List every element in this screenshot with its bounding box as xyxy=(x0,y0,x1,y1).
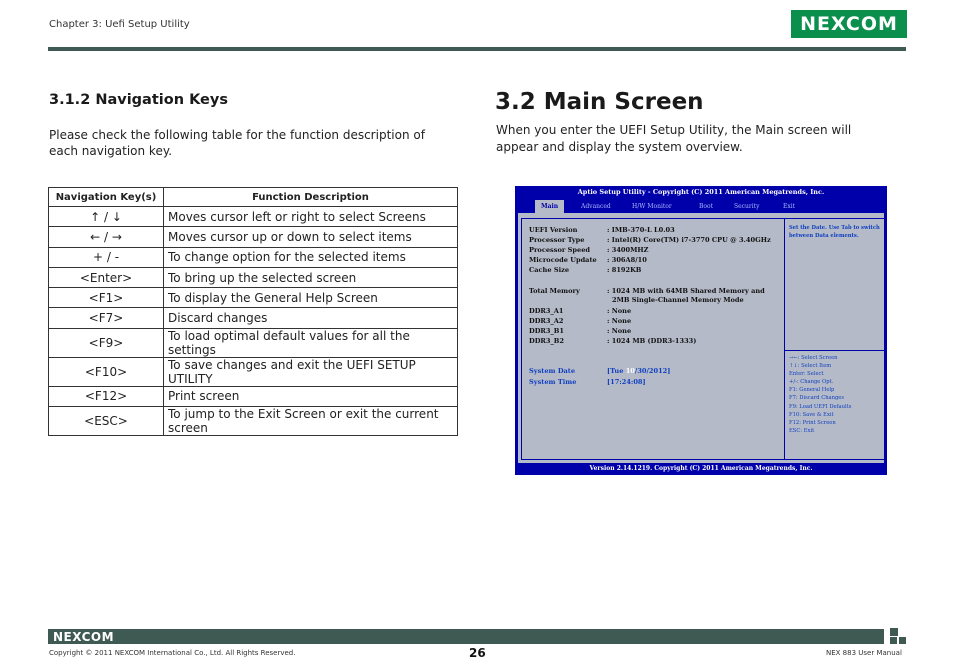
column-header-function: Function Description xyxy=(164,188,458,207)
navigation-keys-table xyxy=(48,187,458,436)
table-row xyxy=(49,407,458,436)
section-title-navigation-keys: 3.1.2 Navigation Keys xyxy=(49,92,228,108)
nav-key: ↑ / ↓ xyxy=(49,207,164,227)
bios-dimm-row xyxy=(529,337,696,345)
table-header-row xyxy=(49,188,458,207)
system-date-label: System Date xyxy=(529,367,576,375)
bios-divider-horizontal xyxy=(784,350,884,351)
bios-system-date xyxy=(529,367,670,375)
bios-memory-value: : 1024 MB with 64MB Shared Memory and xyxy=(607,287,765,295)
system-time-label: System Time xyxy=(529,378,577,386)
bios-key-help-item: F10: Save & Exit xyxy=(789,411,834,418)
footer-square-icon xyxy=(890,637,897,644)
bios-system-time xyxy=(529,378,646,386)
bios-info-value: : IMB-370-L L0.03 xyxy=(607,226,675,234)
bios-dimm-row xyxy=(529,307,631,315)
bios-key-help-item: F7: Discard Changes xyxy=(789,395,845,402)
table-row xyxy=(49,247,458,267)
bios-tab-boot: Boot xyxy=(699,203,714,210)
bios-main-screen-image xyxy=(515,186,887,475)
bios-memory-value-2: 2MB Single-Channel Memory Mode xyxy=(612,296,744,304)
system-date-prefix: [Tue xyxy=(607,367,626,375)
bios-tab-hw-monitor: H/W Monitor xyxy=(632,203,672,210)
table-row xyxy=(49,288,458,308)
nav-key: <Enter> xyxy=(49,267,164,287)
nav-function: Discard changes xyxy=(164,308,458,328)
bios-divider xyxy=(784,218,785,460)
bios-tab-bar xyxy=(515,200,887,213)
section-description: Please check the following table for the function description of each navigation key. xyxy=(49,128,425,158)
nav-function: Moves cursor up or down to select items xyxy=(164,227,458,247)
nexcom-logo xyxy=(791,10,907,38)
bios-tab-exit: Exit xyxy=(783,203,796,210)
footer-bar xyxy=(48,629,884,644)
bios-dimm-label: DDR3_B2 xyxy=(529,337,564,345)
bios-key-help-item: F12: Print Screen xyxy=(789,419,836,426)
nav-key: + / - xyxy=(49,247,164,267)
nav-function: Moves cursor left or right to select Screens xyxy=(164,207,458,227)
bios-dimm-row xyxy=(529,317,631,325)
column-header-key: Navigation Key(s) xyxy=(49,188,164,207)
bios-info-value: : 8192KB xyxy=(607,266,642,274)
bios-tab-main: Main xyxy=(535,200,564,213)
manual-name: NEX 883 User Manual xyxy=(826,649,902,657)
system-date-highlight: 10 xyxy=(625,367,635,375)
page-number: 26 xyxy=(469,646,486,660)
bios-header: Aptio Setup Utility - Copyright (C) 2011 American Megatrends, Inc. xyxy=(577,188,825,196)
copyright-text: Copyright © 2011 NEXCOM International Co., Ltd. All Rights Reserved. xyxy=(49,649,296,657)
nav-key: <F9> xyxy=(49,328,164,357)
chapter-label: Chapter 3: Uefi Setup Utility xyxy=(49,19,190,30)
bios-key-help-item: Enter: Select xyxy=(789,371,824,378)
bios-panel xyxy=(518,213,884,463)
bios-memory-row xyxy=(529,287,765,295)
bios-info-label: UEFI Version xyxy=(529,226,578,234)
nav-function: To bring up the selected screen xyxy=(164,267,458,287)
bios-dimm-value: : None xyxy=(607,307,632,315)
nav-function: To change option for the selected items xyxy=(164,247,458,267)
nav-function: Print screen xyxy=(164,386,458,406)
bios-info-label: Microcode Update xyxy=(529,256,597,264)
bios-key-help-item: ↑↓: Select Item xyxy=(789,363,832,370)
bios-key-help-item: →←: Select Screen xyxy=(789,355,838,361)
nav-key: <F12> xyxy=(49,386,164,406)
bios-key-help-item: ESC: Exit xyxy=(789,427,815,434)
footer-square-icon xyxy=(890,628,898,636)
system-date-suffix: /30/2012] xyxy=(634,367,671,375)
nav-key: <F10> xyxy=(49,357,164,386)
bios-info-row xyxy=(529,266,641,274)
nav-function: To save changes and exit the UEFI SETUP UTILITY xyxy=(164,357,458,386)
table-row xyxy=(49,207,458,227)
bios-info-label: Processor Speed xyxy=(529,246,591,254)
bios-info-label: Processor Type xyxy=(529,236,585,244)
logo-wordmark: NEXCOM xyxy=(800,13,898,35)
bios-dimm-label: DDR3_B1 xyxy=(529,327,564,335)
bios-memory-label: Total Memory xyxy=(529,287,580,295)
nav-function: To jump to the Exit Screen or exit the current screen xyxy=(164,407,458,436)
bios-help-text: Set the Date. Use Tab to switch between Data elements. xyxy=(789,225,880,239)
bios-key-help-item: +/-: Change Opt. xyxy=(789,379,834,386)
nav-key: <F1> xyxy=(49,288,164,308)
table-row xyxy=(49,328,458,357)
table-row xyxy=(49,386,458,406)
system-date-value xyxy=(607,367,670,375)
bios-info-row xyxy=(529,246,648,254)
nav-key: ← / → xyxy=(49,227,164,247)
bios-info-value: : Intel(R) Core(TM) i7-3770 CPU @ 3.40GHz xyxy=(607,236,771,244)
system-time-value: [17:24:08] xyxy=(607,378,646,386)
table-row xyxy=(49,308,458,328)
bios-key-help-item: F9: Load UEFI Defaults xyxy=(789,403,852,410)
nav-key: <ESC> xyxy=(49,407,164,436)
bios-dimm-value: : 1024 MB (DDR3-1333) xyxy=(607,337,697,345)
bios-info-label: Cache Size xyxy=(529,266,570,274)
header-rule xyxy=(48,47,906,51)
bios-memory-row-2 xyxy=(529,296,744,304)
bios-info-row xyxy=(529,236,771,244)
bios-key-help xyxy=(789,354,883,435)
bios-info-value: : 306A8/10 xyxy=(607,256,647,264)
footer-square-icon xyxy=(899,637,906,644)
nav-key: <F7> xyxy=(49,308,164,328)
bios-dimm-value: : None xyxy=(607,317,632,325)
main-screen-title: 3.2 Main Screen xyxy=(495,89,704,115)
bios-info-row xyxy=(529,256,647,264)
table-row xyxy=(49,227,458,247)
bios-tab-advanced: Advanced xyxy=(581,203,611,210)
bios-dimm-row xyxy=(529,327,631,335)
table-row xyxy=(49,357,458,386)
bios-dimm-value: : None xyxy=(607,327,632,335)
bios-dimm-label: DDR3_A1 xyxy=(529,307,564,315)
bios-tab-security: Security xyxy=(734,203,760,210)
main-screen-description: When you enter the UEFI Setup Utility, the Main screen will appear and display the system overview. xyxy=(496,123,852,154)
nav-function: To load optimal default values for all the settings xyxy=(164,328,458,357)
bios-info-value: : 3400MHZ xyxy=(607,246,649,254)
footer-logo: NEXCOM xyxy=(53,630,115,644)
bios-info-row xyxy=(529,226,675,234)
nav-function: To display the General Help Screen xyxy=(164,288,458,308)
table-row xyxy=(49,267,458,287)
bios-key-help-item: F1: General Help xyxy=(789,387,835,394)
bios-dimm-label: DDR3_A2 xyxy=(529,317,564,325)
bios-footer: Version 2.14.1219. Copyright (C) 2011 American Megatrends, Inc. xyxy=(589,465,813,472)
